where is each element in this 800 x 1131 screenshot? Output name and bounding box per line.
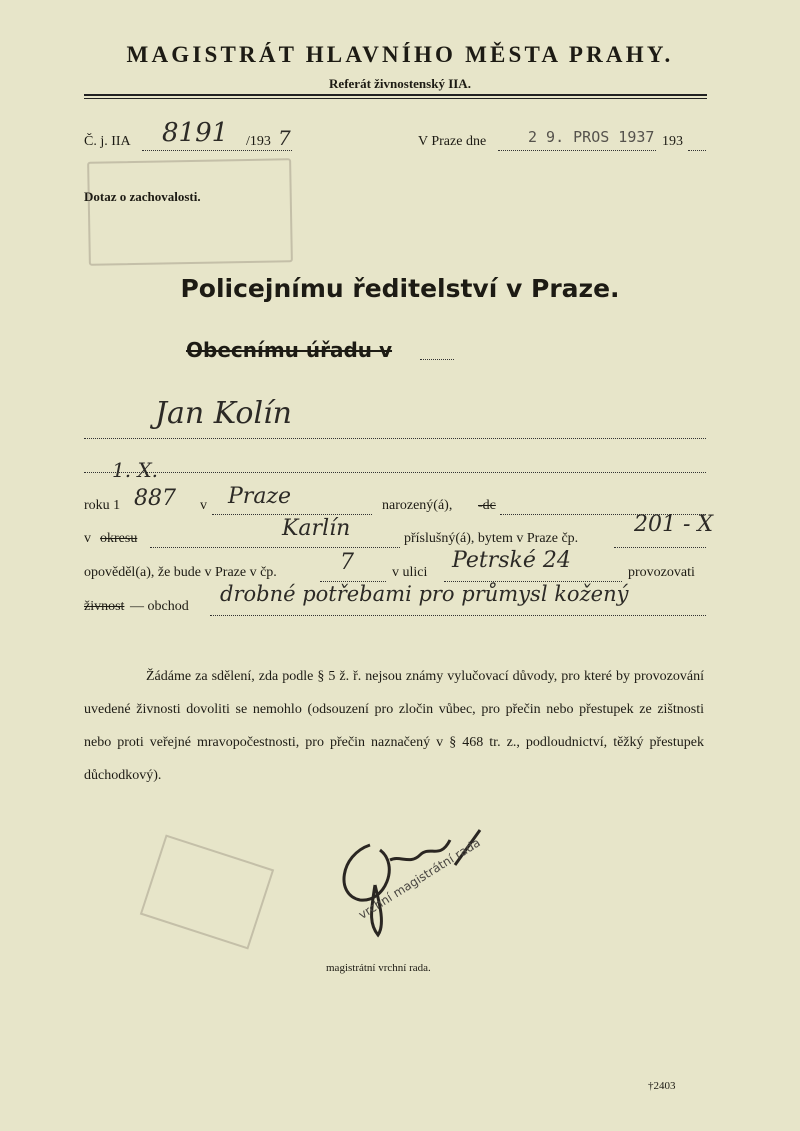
header-title: MAGISTRÁT HLAVNÍHO MĚSTA PRAHY. [126,42,674,67]
district-prefix: v [84,531,91,546]
signature-scribble [330,825,510,955]
struck-line-dots [420,343,454,360]
date-year-label: 193 [662,134,683,149]
cp-value: 7 [340,550,354,575]
name-line-2 [84,456,706,473]
district-label: okresu [100,531,138,546]
form-number: †2403 [648,1080,676,1092]
street-label: v ulici [392,565,428,580]
signature-title: magistrátní vrchní rada. [326,962,431,974]
roku-label: roku 1 [84,498,121,513]
v-label: v [200,498,207,513]
reference-label: Č. j. IIA [84,134,131,149]
ghost-stamp-bottom [140,834,274,949]
struck-line: Obecnímu úřadu v [186,338,393,362]
name-line [84,422,706,439]
district-dots [150,531,400,548]
header-subtitle: Referát živnostenský IIA. [329,76,471,91]
born-label: narozený(á), [382,498,453,513]
reference-year-prefix: /193 [246,134,271,149]
reference-number: 8191 [162,118,229,148]
trade-struck: živnost [84,599,125,614]
body-paragraph: Žádáme za sdělení, zda podle § 5 ž. ř. nejsou známy vylučovací důvody, pro které by provozování uvedené živnosti dovoliti se nemohlo (odsouzení pro zločin vůbec, pro přečin nebo přestupek ze zištnosti nebo proti veřejné mravopočestnosti, pro přečin naznačený v § 468 tr. z., podloudnictví, těžký přestupek důchodkový). [84,669,704,783]
house-number: 201 - X [634,512,714,537]
header-rule [84,94,707,96]
date-label: V Praze dne [418,134,487,149]
trade-label: — obchod [130,599,189,614]
signature-stamp: vrchní magistrátní rada [356,835,483,922]
addressee: Policejnímu ředitelství v Praze. [180,274,620,303]
operate-label: provozovati [628,565,695,580]
subject: Dotaz o zachovalosti. [84,189,201,204]
header-rule-thin [84,98,707,99]
stated-label: opověděl(a), že bude v Praze v čp. [84,565,277,580]
birth-place: Praze [228,484,292,509]
belongs-label: příslušný(á), bytem v Praze čp. [404,531,579,546]
district: Karlín [282,516,351,541]
birth-day-month: 1. X. [112,458,159,482]
born-struck: -dc [478,498,496,513]
reference-year-suffix: 7 [278,126,291,150]
applicant-name: Jan Kolín [155,396,292,431]
date-year-dots [688,134,706,151]
trade: drobné potřebami pro průmysl kožený [220,582,629,606]
date-stamp: 2 9. PROS 1937 [528,128,655,146]
birth-year: 887 [134,486,176,511]
street: Petrské 24 [452,548,571,573]
ghost-stamp-top [87,158,293,266]
